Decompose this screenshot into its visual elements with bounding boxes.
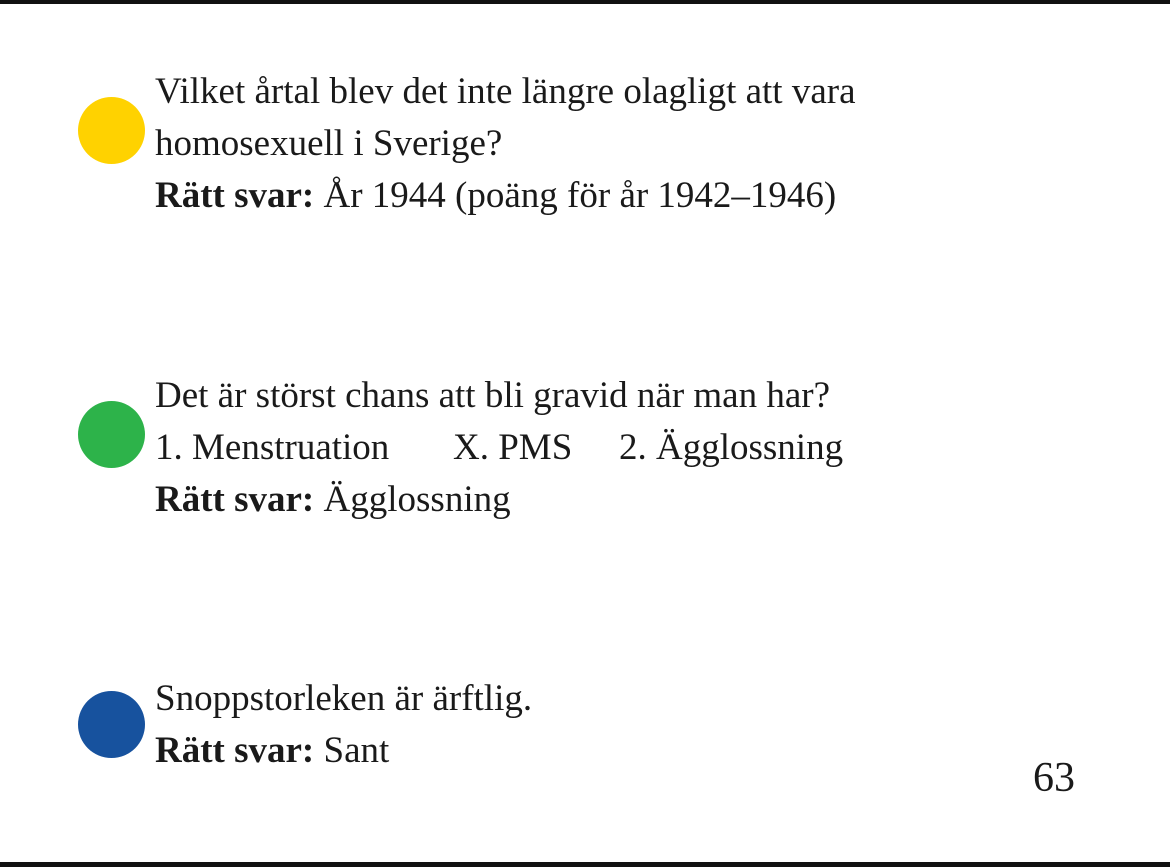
green-dot-icon <box>78 401 145 468</box>
question-2-options <box>155 422 843 474</box>
top-rule <box>0 0 1170 4</box>
answer-label: Rätt svar: <box>155 479 315 520</box>
answer-text: Sant <box>314 730 390 771</box>
question-2-answer <box>155 474 843 526</box>
question-block-3 <box>155 673 532 777</box>
answer-text: År 1944 (poäng för år 1942–1946) <box>314 175 837 216</box>
option-x: X. PMS <box>453 427 573 468</box>
question-block-2 <box>155 370 843 526</box>
answer-label: Rätt svar: <box>155 730 315 771</box>
answer-text: Ägglossning <box>314 479 511 520</box>
question-2-line-1: Det är störst chans att bli gravid när man har? <box>155 375 831 416</box>
option-1: 1. Menstruation <box>155 427 390 468</box>
question-1-line-2: homosexuell i Sverige? <box>155 123 503 164</box>
option-2: 2. Ägglossning <box>619 427 844 468</box>
blue-dot-icon <box>78 691 145 758</box>
question-3-line-1: Snoppstorleken är ärftlig. <box>155 678 533 719</box>
answer-label: Rätt svar: <box>155 175 315 216</box>
page-number: 63 <box>1033 755 1075 801</box>
yellow-dot-icon <box>78 97 145 164</box>
question-1-answer <box>155 170 856 222</box>
bottom-rule <box>0 862 1170 867</box>
question-block-1 <box>155 66 856 222</box>
question-3-answer <box>155 725 532 777</box>
question-1-line-1: Vilket årtal blev det inte längre olagligt att vara <box>155 71 856 112</box>
